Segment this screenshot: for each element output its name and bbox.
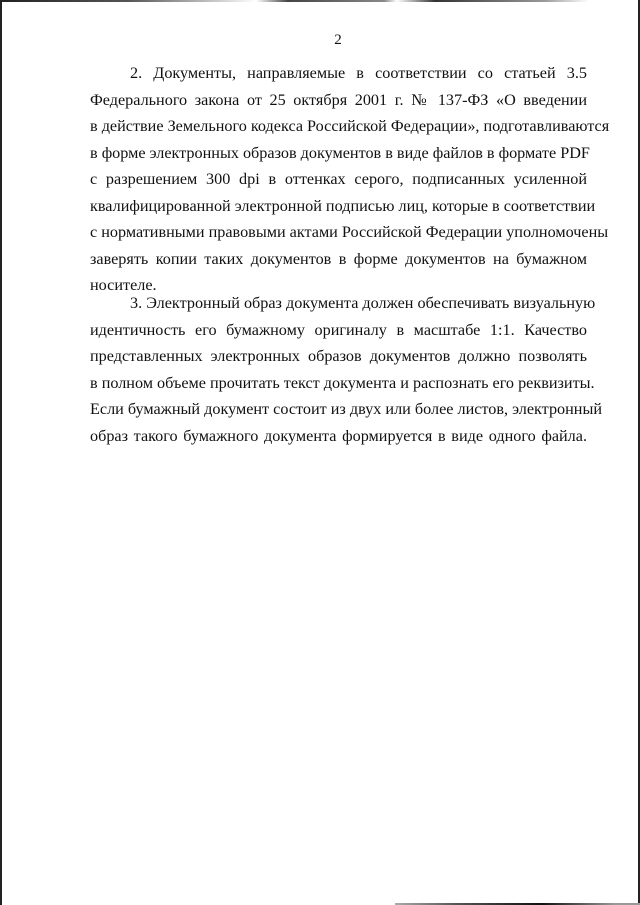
text-line: с нормативными правовыми актами Российской Федерации уполномочены <box>90 223 609 241</box>
scan-border-left <box>0 0 2 905</box>
text-line: представленных электронных образов документов должно позволять <box>90 347 587 365</box>
scan-border-top <box>0 0 640 2</box>
text-line: в форме электронных образов документов в виде файлов в формате PDF <box>90 143 590 162</box>
page-number: 2 <box>334 32 342 48</box>
text-line: 3. Электронный образ документа должен обеспечивать визуальную <box>130 294 596 312</box>
text-line: 2. Документы, направляемые в соответствии со статьей 3.5 <box>130 64 587 82</box>
text-line: в действие Земельного кодекса Российской Федерации», подготавливаются <box>90 117 610 135</box>
text-line: носителе. <box>90 276 157 294</box>
paragraph-item-3 <box>90 290 603 449</box>
text-line: Если бумажный документ состоит из двух или более листов, электронный <box>90 400 603 418</box>
text-line: квалифицированной электронной подписью лиц, которые в соответствии <box>90 196 596 215</box>
text-line: в полном объеме прочитать текст документа и распознать его реквизиты. <box>90 373 595 392</box>
paragraph-item-2 <box>90 60 610 299</box>
text-line: образ такого бумажного документа формируется в виде одного файла. <box>90 426 587 445</box>
text-line: Федерального закона от 25 октября 2001 г. № 137-ФЗ «О введении <box>90 90 587 109</box>
text-line: идентичность его бумажному оригиналу в масштабе 1:1. Качество <box>90 320 587 339</box>
text-line: заверять копии таких документов в форме документов на бумажном <box>90 249 587 268</box>
text-line: с разрешением 300 dpi в оттенках серого, подписанных усиленной <box>90 170 587 188</box>
